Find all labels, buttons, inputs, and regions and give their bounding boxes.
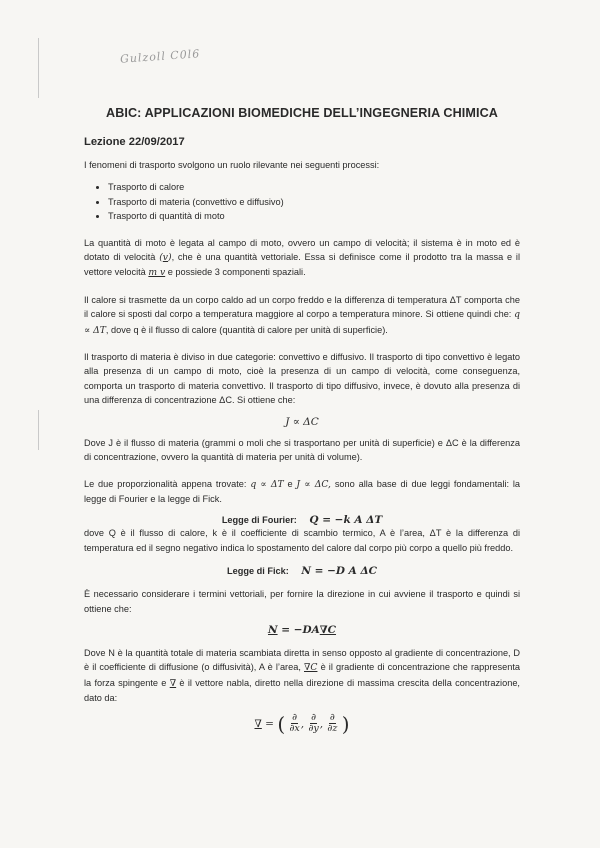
- list-item: • Trasporto di materia (convettivo e diffusivo): [108, 195, 520, 209]
- proportionality-paragraph: Le due proporzionalità appena trovate: q ∝ ΔT e J ∝ ΔC, sono alla base di due leggi fondamentali: la legge di Fourier e la legge di Fick.: [84, 478, 521, 504]
- intro-paragraph: I fenomeni di trasporto svolgono un ruolo rilevante nei seguenti processi:: [84, 160, 380, 170]
- momentum-expression: m v: [148, 267, 166, 279]
- vector-paragraph: È necessario considerare i termini vettoriali, per fornire la direzione in cui avviene il trasporto e quindi si ottiene che:: [84, 589, 520, 614]
- scan-edge-mark: [38, 410, 39, 450]
- gradient-paragraph: Dove N è la quantità totale di materia scambiata diretta in senso opposto al gradiente di concentrazione, D è il coefficiente di diffusione (o diffusività), A è l’area, ∇C è il gradiente di concentrazione che rappresenta la forza spingente e ∇ è il vettore nabla, diretto nella direzione di massima crescita della concentrazione, dato da:: [84, 647, 520, 704]
- velocity-vector: v: [162, 252, 168, 264]
- mass-flux-paragraph: Dove J è il flusso di materia (grammi o moli che si trasportano per unità di superficie) e ΔC è la differenza di concentrazione, ovvero la quantità di materia per unità di volume).: [84, 437, 520, 463]
- handwritten-note: Gulzoll C0l6: [119, 47, 201, 66]
- fourier-law: [84, 514, 520, 526]
- fick-formula: N = −D A ΔC: [301, 565, 377, 578]
- fourier-formula: Q = −k A ΔT: [309, 514, 383, 527]
- lesson-heading: Lezione 22/09/2017: [84, 136, 185, 148]
- nabla-equation: ∇ = ( $\frac{\partial}{\partial x}$ , $\frac{\partial}{\partial y}$ , $\frac{\partial}{\partial z}$ ): [254, 711, 350, 736]
- heat-paragraph: Il calore si trasmette da un corpo caldo ad un corpo freddo e la differenza di temperatura ΔT comporta che il calore si sposti dal corpo a temperatura maggiore al corpo a temperatura minore. Si ottiene quindi che: q ∝ ΔT, dove q è il flusso di calore (quantità di calore per unità di superficie).: [84, 294, 520, 336]
- fourier-label: Legge di Fourier:: [221, 515, 297, 526]
- fick-label: Legge di Fick:: [227, 566, 289, 577]
- document-title: ABIC: APPLICAZIONI BIOMEDICHE DELL’INGEGNERIA CHIMICA: [106, 106, 498, 120]
- mass-transport-paragraph: Il trasporto di materia è diviso in due categorie: convettivo e diffusivo. Il trasporto di tipo convettivo è legato alla presenza di un campo di moto, cioè la presenza di un campo di velocità, come conseguenza, comporta un trasporto di materia convettivo. Il trasporto di tipo diffusivo, invece, è dovuto alla presenza di una differenza di concentrazione ΔC. Si ottiene che:: [84, 352, 520, 406]
- heat-proportionality: q ∝ ΔT: [84, 309, 520, 336]
- process-list: [84, 180, 520, 223]
- mass-flux-proportionality: J ∝ ΔC: [285, 415, 319, 428]
- list-item: • Trasporto di calore: [108, 180, 520, 194]
- momentum-paragraph: La quantità di moto è legata al campo di moto, ovvero un campo di velocità; il sistema è in moto ed è dotato di velocità (v), che è una quantità vettoriale. Essa si definisce come il prodotto tra la massa e il vettore velocità m v e possiede 3 componenti spaziali.: [84, 237, 520, 279]
- fourier-paragraph: dove Q è il flusso di calore, k è il coefficiente di scambio termico, A è l’area, ΔT è la differenza di temperatura ed il segno negativo indica lo spostamento del calore dal corpo più corpo a quello più freddo.: [84, 528, 520, 553]
- document-body: [84, 100, 520, 736]
- list-item: • Trasporto di quantità di moto: [108, 209, 520, 223]
- fick-law: [84, 565, 520, 577]
- vector-fick-equation: N = −DA∇C: [267, 623, 337, 636]
- scan-edge-mark: [38, 38, 39, 98]
